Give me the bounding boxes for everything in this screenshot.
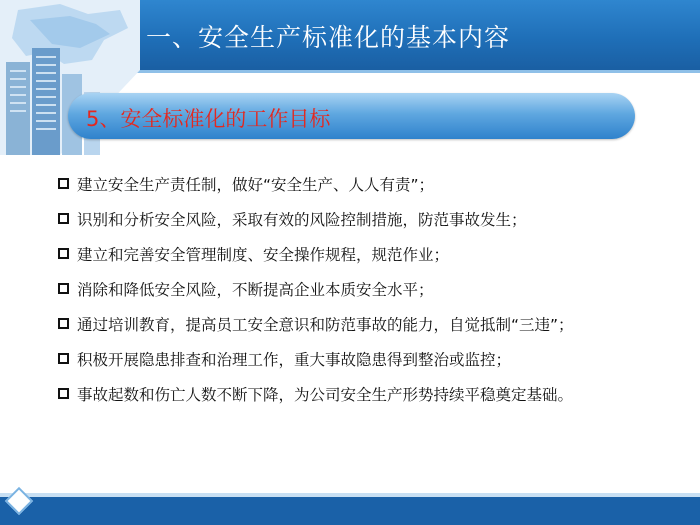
- section-heading: 5、安全标准化的工作目标: [86, 107, 331, 131]
- checkbox-bullet-icon: [58, 318, 69, 329]
- list-item-text: 通过培训教育，提高员工安全意识和防范事故的能力，自觉抵制“三违”；: [77, 315, 574, 334]
- list-item: [58, 166, 574, 201]
- list-item-text: 积极开展隐患排查和治理工作，重大事故隐患得到整治或监控；: [77, 350, 512, 369]
- list-item: [58, 306, 574, 341]
- list-item-text: 识别和分析安全风险，采取有效的风险控制措施，防范事故发生；: [77, 210, 527, 229]
- section-heading-bar: [68, 93, 635, 139]
- footer-bar: [0, 497, 700, 525]
- list-item-text: 消除和降低安全风险，不断提高企业本质安全水平；: [77, 280, 434, 299]
- list-item-text: 事故起数和伤亡人数不断下降，为公司安全生产形势持续平稳奠定基础。: [77, 385, 574, 404]
- checkbox-bullet-icon: [58, 178, 69, 189]
- checkbox-bullet-icon: [58, 213, 69, 224]
- list-item-text: 建立和完善安全管理制度、安全操作规程，规范作业；: [77, 245, 450, 264]
- list-item: [58, 271, 574, 306]
- checkbox-bullet-icon: [58, 353, 69, 364]
- list-item: [58, 236, 574, 271]
- goal-list: [58, 166, 574, 411]
- list-item-text: 建立安全生产责任制，做好“安全生产、人人有责”；: [77, 175, 435, 194]
- checkbox-bullet-icon: [58, 388, 69, 399]
- list-item: [58, 376, 574, 411]
- checkbox-bullet-icon: [58, 283, 69, 294]
- list-item: [58, 201, 574, 236]
- list-item: [58, 341, 574, 376]
- page-title: 一、安全生产标准化的基本内容: [146, 23, 511, 52]
- checkbox-bullet-icon: [58, 248, 69, 259]
